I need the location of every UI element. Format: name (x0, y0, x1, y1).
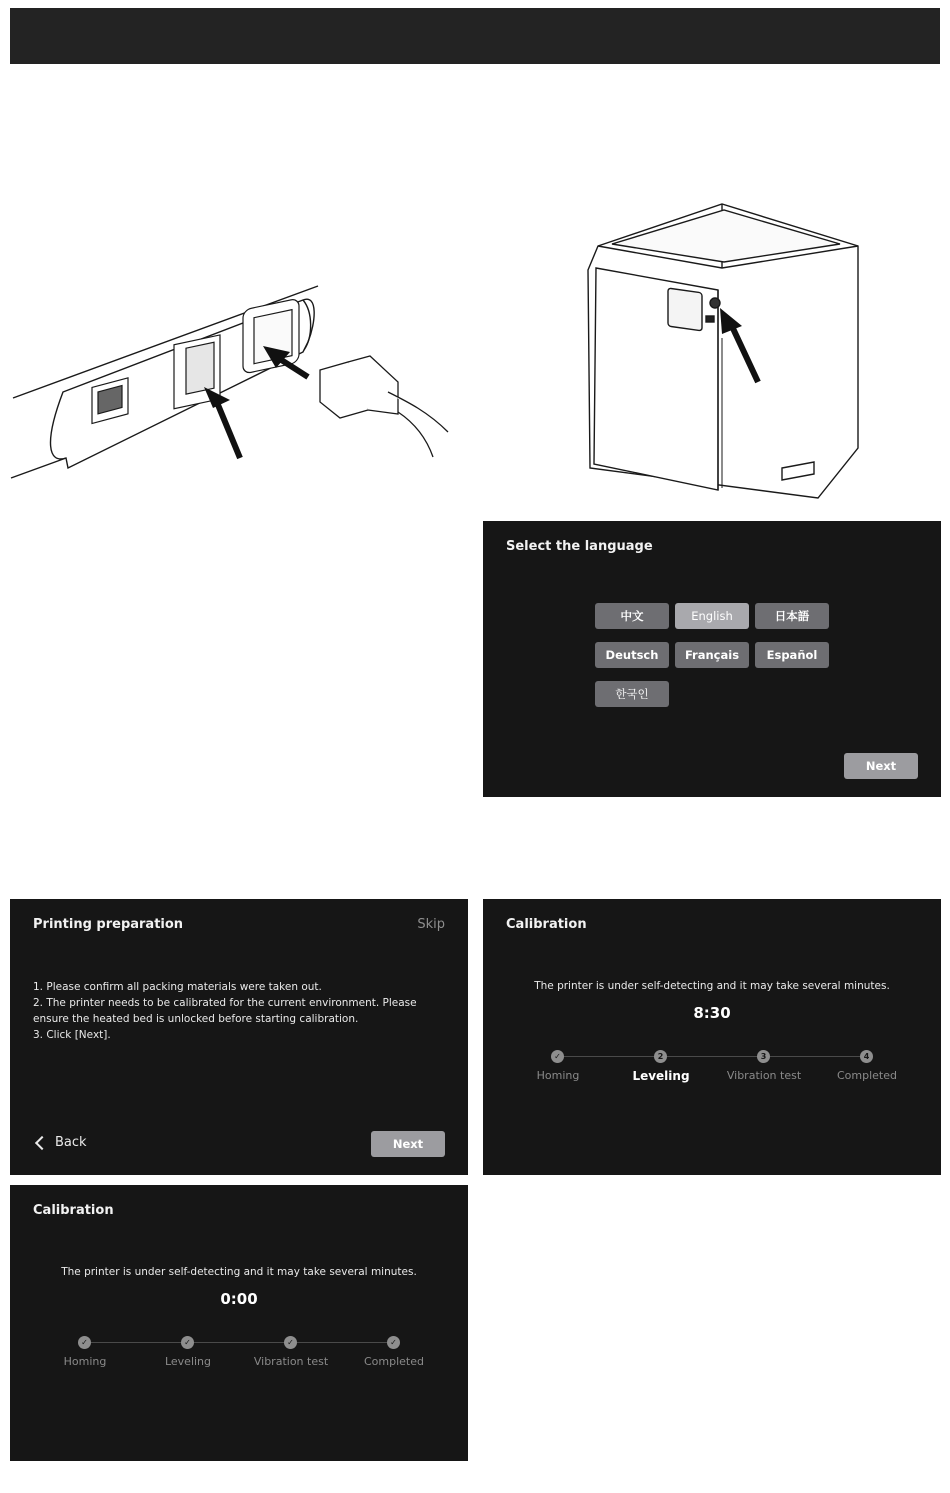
countdown-timer: 0:00 (220, 1290, 258, 1308)
language-button-korean[interactable]: 한국인 (595, 681, 669, 707)
step-number-icon: 3 (757, 1050, 770, 1063)
step-label-leveling: Leveling (164, 1355, 212, 1368)
instruction-list (33, 979, 443, 1043)
step-label-vibration-test: Vibration test (253, 1355, 329, 1368)
step-check-icon: ✓ (387, 1336, 400, 1349)
step-number-icon: 4 (860, 1050, 873, 1063)
language-button-chinese[interactable]: 中文 (595, 603, 669, 629)
next-button[interactable]: Next (371, 1131, 445, 1157)
calibration-title: Calibration (506, 917, 587, 932)
language-button-spanish[interactable]: Español (755, 642, 829, 668)
calibration-message: The printer is under self-detecting and it may take several minutes. (61, 1266, 417, 1278)
back-label: Back (55, 1135, 87, 1150)
step-check-icon: ✓ (551, 1050, 564, 1063)
calibration-message: The printer is under self-detecting and it may take several minutes. (534, 980, 890, 992)
chevron-left-icon (35, 1135, 49, 1149)
back-button[interactable] (33, 1135, 87, 1150)
next-button[interactable]: Next (844, 753, 918, 779)
instruction-item: 1. Please confirm all packing materials were taken out. (33, 981, 322, 993)
step-label-leveling: Leveling (632, 1069, 690, 1083)
calibration-screen-progress (483, 899, 941, 1175)
calibration-title: Calibration (33, 1203, 114, 1218)
step-label-homing: Homing (63, 1355, 107, 1368)
skip-button[interactable]: Skip (417, 917, 445, 932)
instruction-item: 3. Click [Next]. (33, 1029, 111, 1041)
progress-track (558, 1056, 866, 1057)
language-button-japanese[interactable]: 日本語 (755, 603, 829, 629)
header-bar (10, 8, 940, 64)
step-check-icon: ✓ (284, 1336, 297, 1349)
step-label-completed: Completed (364, 1355, 424, 1368)
progress-track (85, 1342, 393, 1343)
preparation-screen-title: Printing preparation (33, 917, 184, 932)
calibration-screen-complete (10, 1185, 468, 1461)
language-screen-title: Select the language (506, 539, 653, 554)
printer-illustration (582, 198, 867, 508)
step-check-icon: ✓ (78, 1336, 91, 1349)
step-number-icon: 2 (654, 1050, 667, 1063)
language-button-french[interactable]: Français (675, 642, 749, 668)
step-check-icon: ✓ (181, 1336, 194, 1349)
step-label-completed: Completed (837, 1069, 897, 1082)
power-switch-illustration (8, 282, 453, 482)
instruction-item: 2. The printer needs to be calibrated for the current environment. Please ensure the heated bed is unlocked before starting calibration. (33, 997, 417, 1025)
step-label-homing: Homing (536, 1069, 580, 1082)
step-label-vibration-test: Vibration test (726, 1069, 802, 1082)
language-button-german[interactable]: Deutsch (595, 642, 669, 668)
language-button-english[interactable]: English (675, 603, 749, 629)
language-screen (483, 521, 941, 797)
preparation-screen (10, 899, 468, 1175)
countdown-timer: 8:30 (693, 1004, 731, 1022)
